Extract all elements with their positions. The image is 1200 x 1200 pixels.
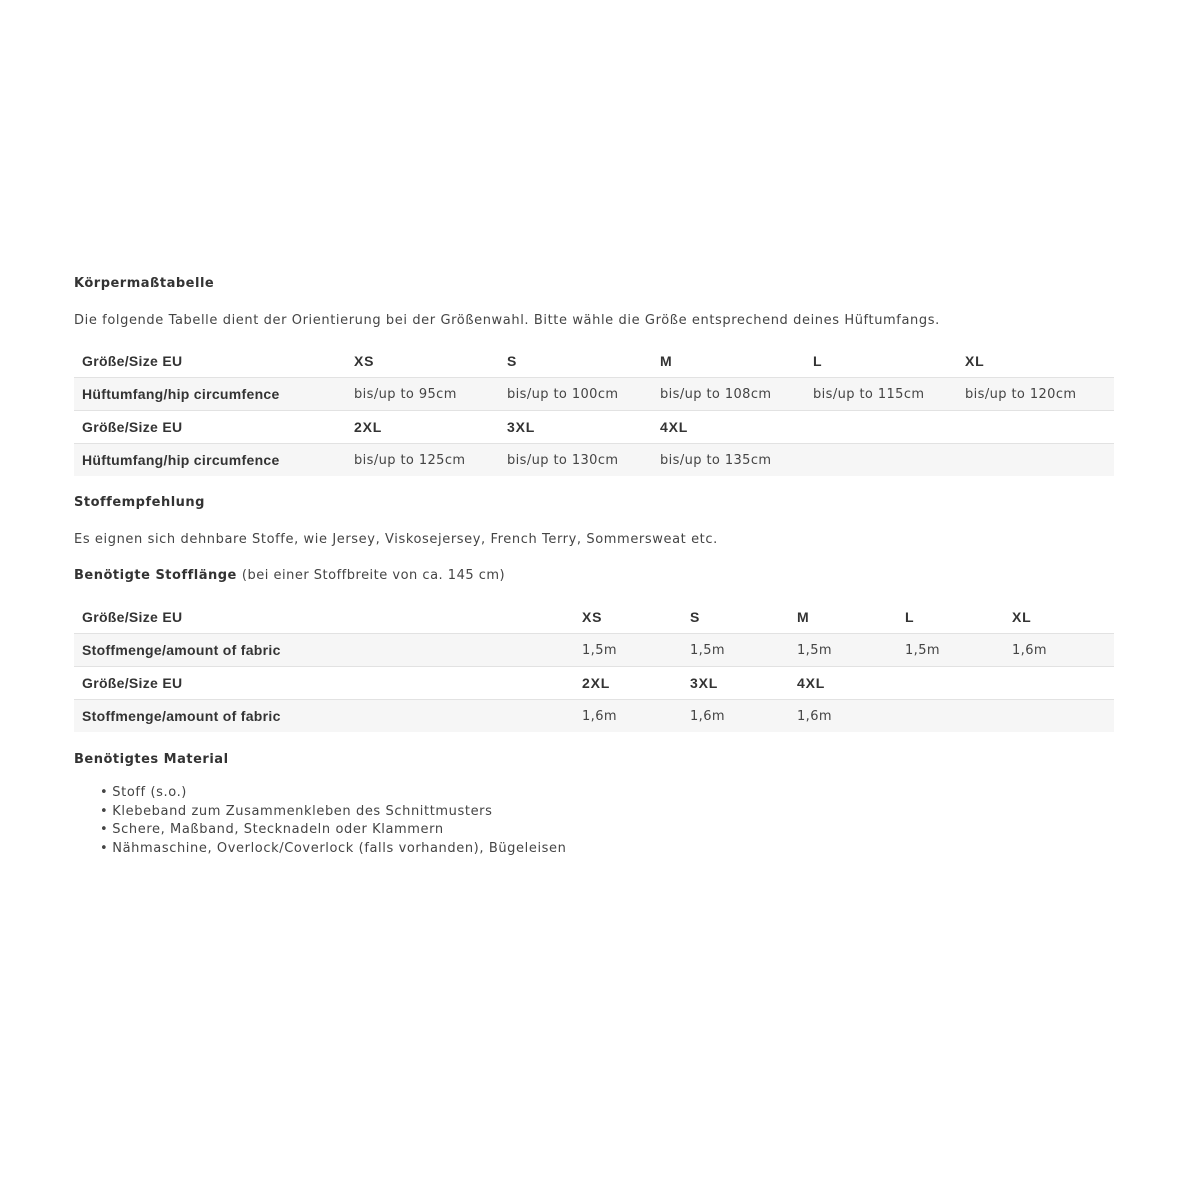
row-label: Größe/Size EU (82, 609, 183, 625)
body-table-heading: Körpermaßtabelle (74, 276, 215, 291)
row-label: Stoffmenge/amount of fabric (74, 700, 574, 733)
hip-value-cell (805, 444, 957, 477)
fabric-amount-cell: 1,5m (682, 634, 789, 667)
size-cell (1004, 667, 1114, 700)
table-row (74, 345, 1114, 378)
list-item: • Schere, Maßband, Stecknadeln oder Klammern (100, 821, 566, 840)
size-cell (805, 411, 957, 444)
hip-value-cell: bis/up to 115cm (805, 378, 957, 411)
fabric-amount-cell: 1,5m (574, 634, 682, 667)
hip-value-cell: bis/up to 130cm (499, 444, 652, 477)
hip-value-cell: bis/up to 120cm (957, 378, 1114, 411)
fabric-amount-cell: 1,6m (789, 700, 897, 733)
fabric-recommendation-heading: Stoffempfehlung (74, 495, 205, 510)
fabric-length-title: Benötigte Stofflänge (74, 568, 237, 583)
materials-list (100, 784, 566, 858)
hip-value-cell: bis/up to 125cm (346, 444, 499, 477)
size-cell: L (813, 353, 823, 369)
hip-value-cell (957, 444, 1114, 477)
body-measurement-table (74, 345, 1114, 476)
list-item: • Nähmaschine, Overlock/Coverlock (falls vorhanden), Bügeleisen (100, 840, 566, 859)
size-cell: XL (965, 353, 985, 369)
fabric-amount-table (74, 601, 1114, 732)
list-item: • Stoff (s.o.) (100, 784, 566, 803)
hip-value-cell: bis/up to 100cm (499, 378, 652, 411)
size-cell: M (797, 609, 810, 625)
size-cell: 4XL (652, 411, 805, 444)
fabric-amount-cell (1004, 700, 1114, 733)
table-row (74, 601, 1114, 634)
table-row (74, 411, 1114, 444)
fabric-amount-cell: 1,5m (789, 634, 897, 667)
size-cell: 2XL (574, 667, 682, 700)
table-row (74, 634, 1114, 667)
fabric-amount-cell: 1,6m (1004, 634, 1114, 667)
table-row (74, 378, 1114, 411)
size-cell: L (905, 609, 915, 625)
size-cell: 4XL (789, 667, 897, 700)
hip-value-cell: bis/up to 95cm (346, 378, 499, 411)
materials-heading: Benötigtes Material (74, 752, 229, 767)
fabric-length-note: (bei einer Stoffbreite von ca. 145 cm) (241, 568, 506, 583)
size-cell: 2XL (346, 411, 499, 444)
size-cell (957, 411, 1114, 444)
size-cell: 3XL (499, 411, 652, 444)
list-item: • Klebeband zum Zusammenkleben des Schnittmusters (100, 803, 566, 822)
fabric-amount-cell: 1,6m (682, 700, 789, 733)
row-label: Hüftumfang/hip circumfence (74, 378, 346, 411)
row-label: Größe/Size EU (74, 667, 574, 700)
size-cell (897, 667, 1004, 700)
row-label: Größe/Size EU (82, 353, 183, 369)
size-cell: M (660, 353, 673, 369)
body-table-intro: Die folgende Tabelle dient der Orientierung bei der Größenwahl. Bitte wähle die Größe entsprechend deines Hüftumfangs. (74, 313, 940, 328)
fabric-recommendation-text: Es eignen sich dehnbare Stoffe, wie Jersey, Viskosejersey, French Terry, Sommersweat etc. (74, 532, 718, 547)
table-row (74, 444, 1114, 477)
size-cell: S (690, 609, 701, 625)
hip-value-cell: bis/up to 135cm (652, 444, 805, 477)
row-label: Hüftumfang/hip circumfence (74, 444, 346, 477)
fabric-amount-cell: 1,5m (897, 634, 1004, 667)
row-label: Größe/Size EU (74, 411, 346, 444)
size-cell: XL (1012, 609, 1032, 625)
size-cell: S (507, 353, 518, 369)
size-cell: XS (354, 353, 375, 369)
hip-value-cell: bis/up to 108cm (652, 378, 805, 411)
size-cell: 3XL (682, 667, 789, 700)
row-label: Stoffmenge/amount of fabric (74, 634, 574, 667)
fabric-length-heading (74, 568, 505, 583)
fabric-amount-cell (897, 700, 1004, 733)
table-row (74, 667, 1114, 700)
size-cell: XS (582, 609, 603, 625)
fabric-amount-cell: 1,6m (574, 700, 682, 733)
table-row (74, 700, 1114, 733)
